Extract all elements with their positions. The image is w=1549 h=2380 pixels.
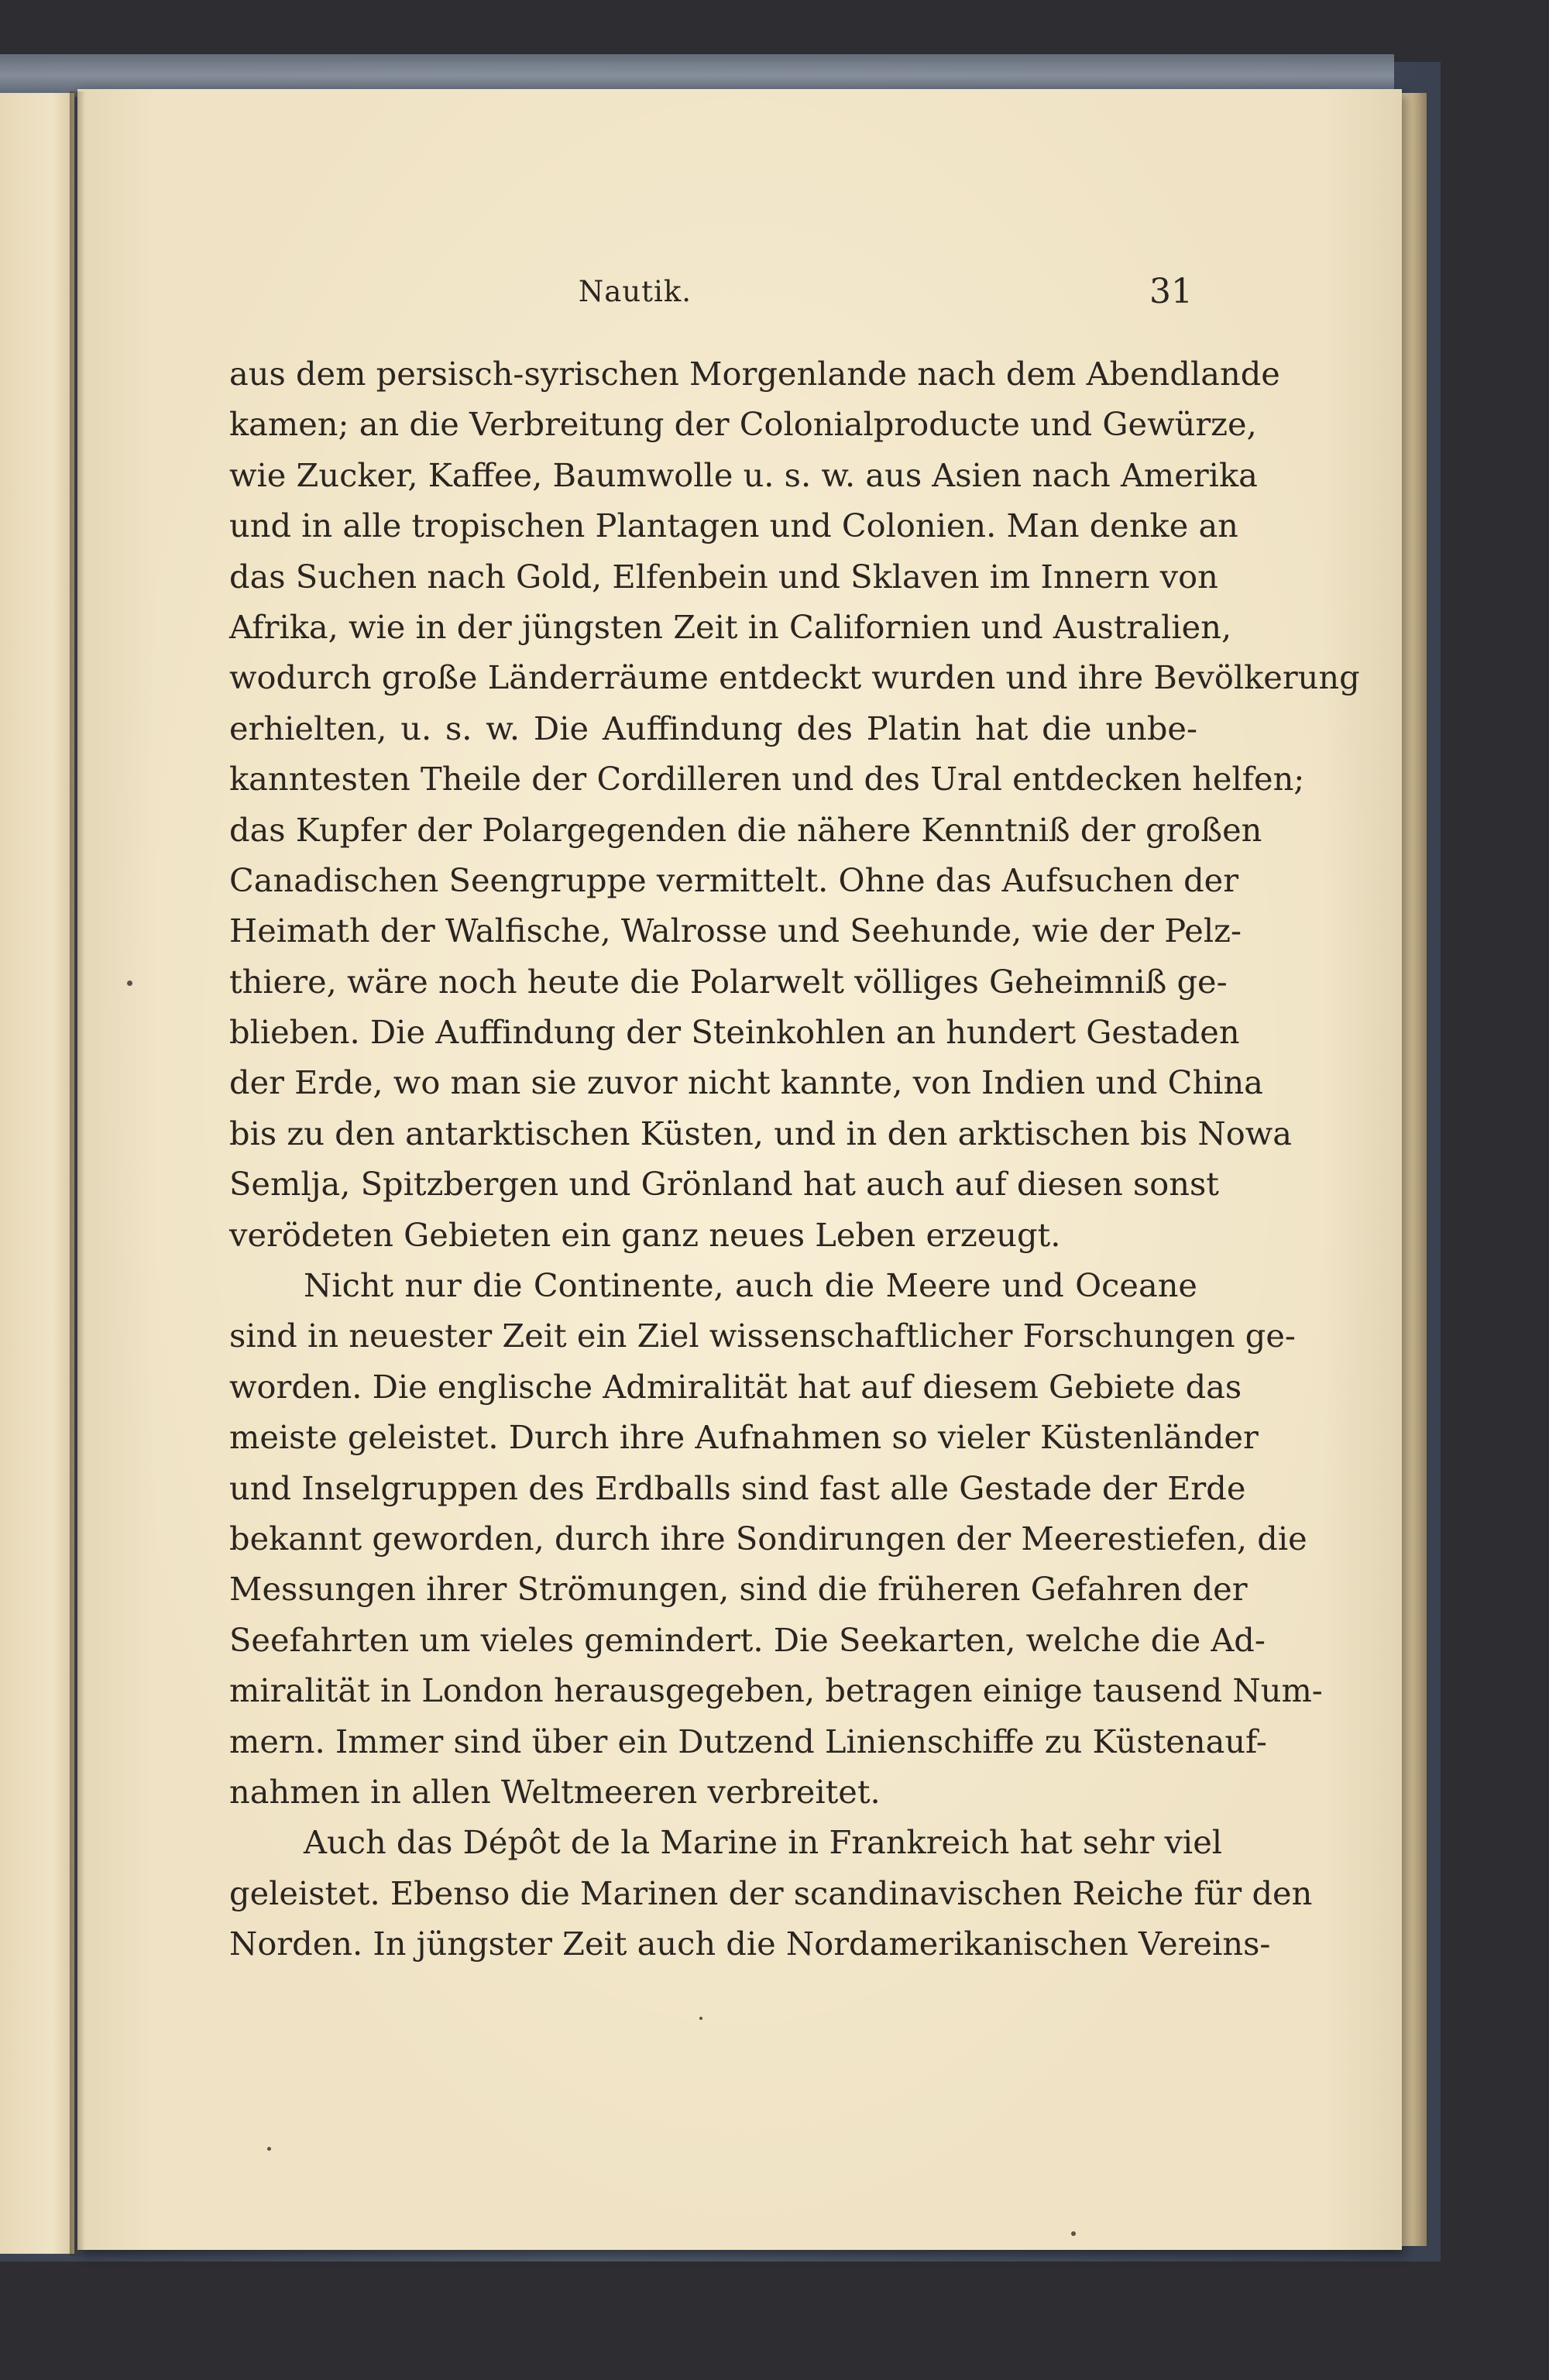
text-line: verödeten Gebieten ein ganz neues Leben erzeugt. (229, 1215, 1061, 1254)
text-line: Heimath der Walfische, Walrosse und Seehunde, wie der Pelz- (229, 912, 1242, 950)
text-line: und in alle tropischen Plantagen und Colonien. Man denke an (229, 507, 1238, 545)
text-line: Norden. In jüngster Zeit auch die Nordamerikanischen Vereins- (229, 1925, 1271, 1963)
text-line: nahmen in allen Weltmeeren verbreitet. (229, 1772, 881, 1811)
text-line: Nicht nur die Continente, auch die Meere und Oceane (304, 1266, 1197, 1305)
text-line: bis zu den antarktischen Küsten, und in den arktischen bis Nowa (229, 1114, 1292, 1152)
text-line: der Erde, wo man sie zuvor nicht kannte, von Indien und China (229, 1063, 1263, 1102)
text-line: Semlja, Spitzbergen und Grönland hat auch auf diesen sonst (229, 1165, 1219, 1204)
text-line: mern. Immer sind über ein Dutzend Linienschiffe zu Küstenauf- (229, 1722, 1267, 1760)
text-line: meiste geleistet. Durch ihre Aufnahmen so vieler Küstenländer (229, 1418, 1259, 1457)
page-header (77, 272, 1193, 321)
text-line: Seefahrten um vieles gemindert. Die Seekarten, welche die Ad- (229, 1620, 1266, 1659)
text-line: worden. Die englische Admiralität hat auf diesem Gebiete das (229, 1367, 1242, 1406)
text-line: geleistet. Ebenso die Marinen der scandinavischen Reiche für den (229, 1873, 1313, 1912)
text-line: das Suchen nach Gold, Elfenbein und Sklaven im Innern von (229, 557, 1218, 596)
text-line: Canadischen Seengruppe vermittelt. Ohne das Aufsuchen der (229, 860, 1239, 899)
text-line: Afrika, wie in der jüngsten Zeit in Californien und Australien, (229, 607, 1232, 646)
text-line: bekannt geworden, durch ihre Sondirungen der Meerestiefen, die (229, 1519, 1307, 1557)
paper-speck (699, 2017, 702, 2020)
text-line: blieben. Die Auffindung der Steinkohlen an hundert Gestaden (229, 1013, 1240, 1052)
gutter-shadow (70, 91, 85, 2256)
paper-speck (267, 2147, 271, 2151)
page-number: 31 (1149, 272, 1193, 311)
text-line: Messungen ihrer Strömungen, sind die früheren Gefahren der (229, 1570, 1248, 1609)
paper-speck (127, 981, 132, 986)
facing-page-edge (0, 93, 74, 2254)
page-stack-edge (1399, 93, 1427, 2246)
text-line: wie Zucker, Kaffee, Baumwolle u. s. w. aus Asien nach Amerika (229, 455, 1258, 494)
text-line: miralität in London herausgegeben, betragen einige tausend Num- (229, 1671, 1323, 1710)
text-line: Auch das Dépôt de la Marine in Frankreich hat sehr viel (304, 1823, 1223, 1862)
running-head: Nautik. (578, 275, 692, 308)
text-line: kamen; an die Verbreitung der Colonialproducte und Gewürze, (229, 405, 1257, 444)
text-line: aus dem persisch-syrischen Morgenlande nach dem Abendlande (229, 355, 1280, 393)
body-text (229, 349, 1360, 1970)
text-line: kanntesten Theile der Cordilleren und des Ural entdecken helfen; (229, 760, 1305, 798)
paper-speck (1071, 2231, 1076, 2236)
text-line: erhielten, u. s. w. Die Auffindung des Platin hat die unbe- (229, 709, 1197, 747)
text-line: sind in neuester Zeit ein Ziel wissenschaftlicher Forschungen ge- (229, 1317, 1296, 1355)
text-line: und Inselgruppen des Erdballs sind fast alle Gestade der Erde (229, 1468, 1246, 1507)
text-line: wodurch große Länderräume entdeckt wurden und ihre Bevölkerung (229, 658, 1360, 697)
text-line: thiere, wäre noch heute die Polarwelt völliges Geheimniß ge- (229, 962, 1228, 1001)
text-line: das Kupfer der Polargegenden die nähere Kenntniß der großen (229, 810, 1262, 849)
